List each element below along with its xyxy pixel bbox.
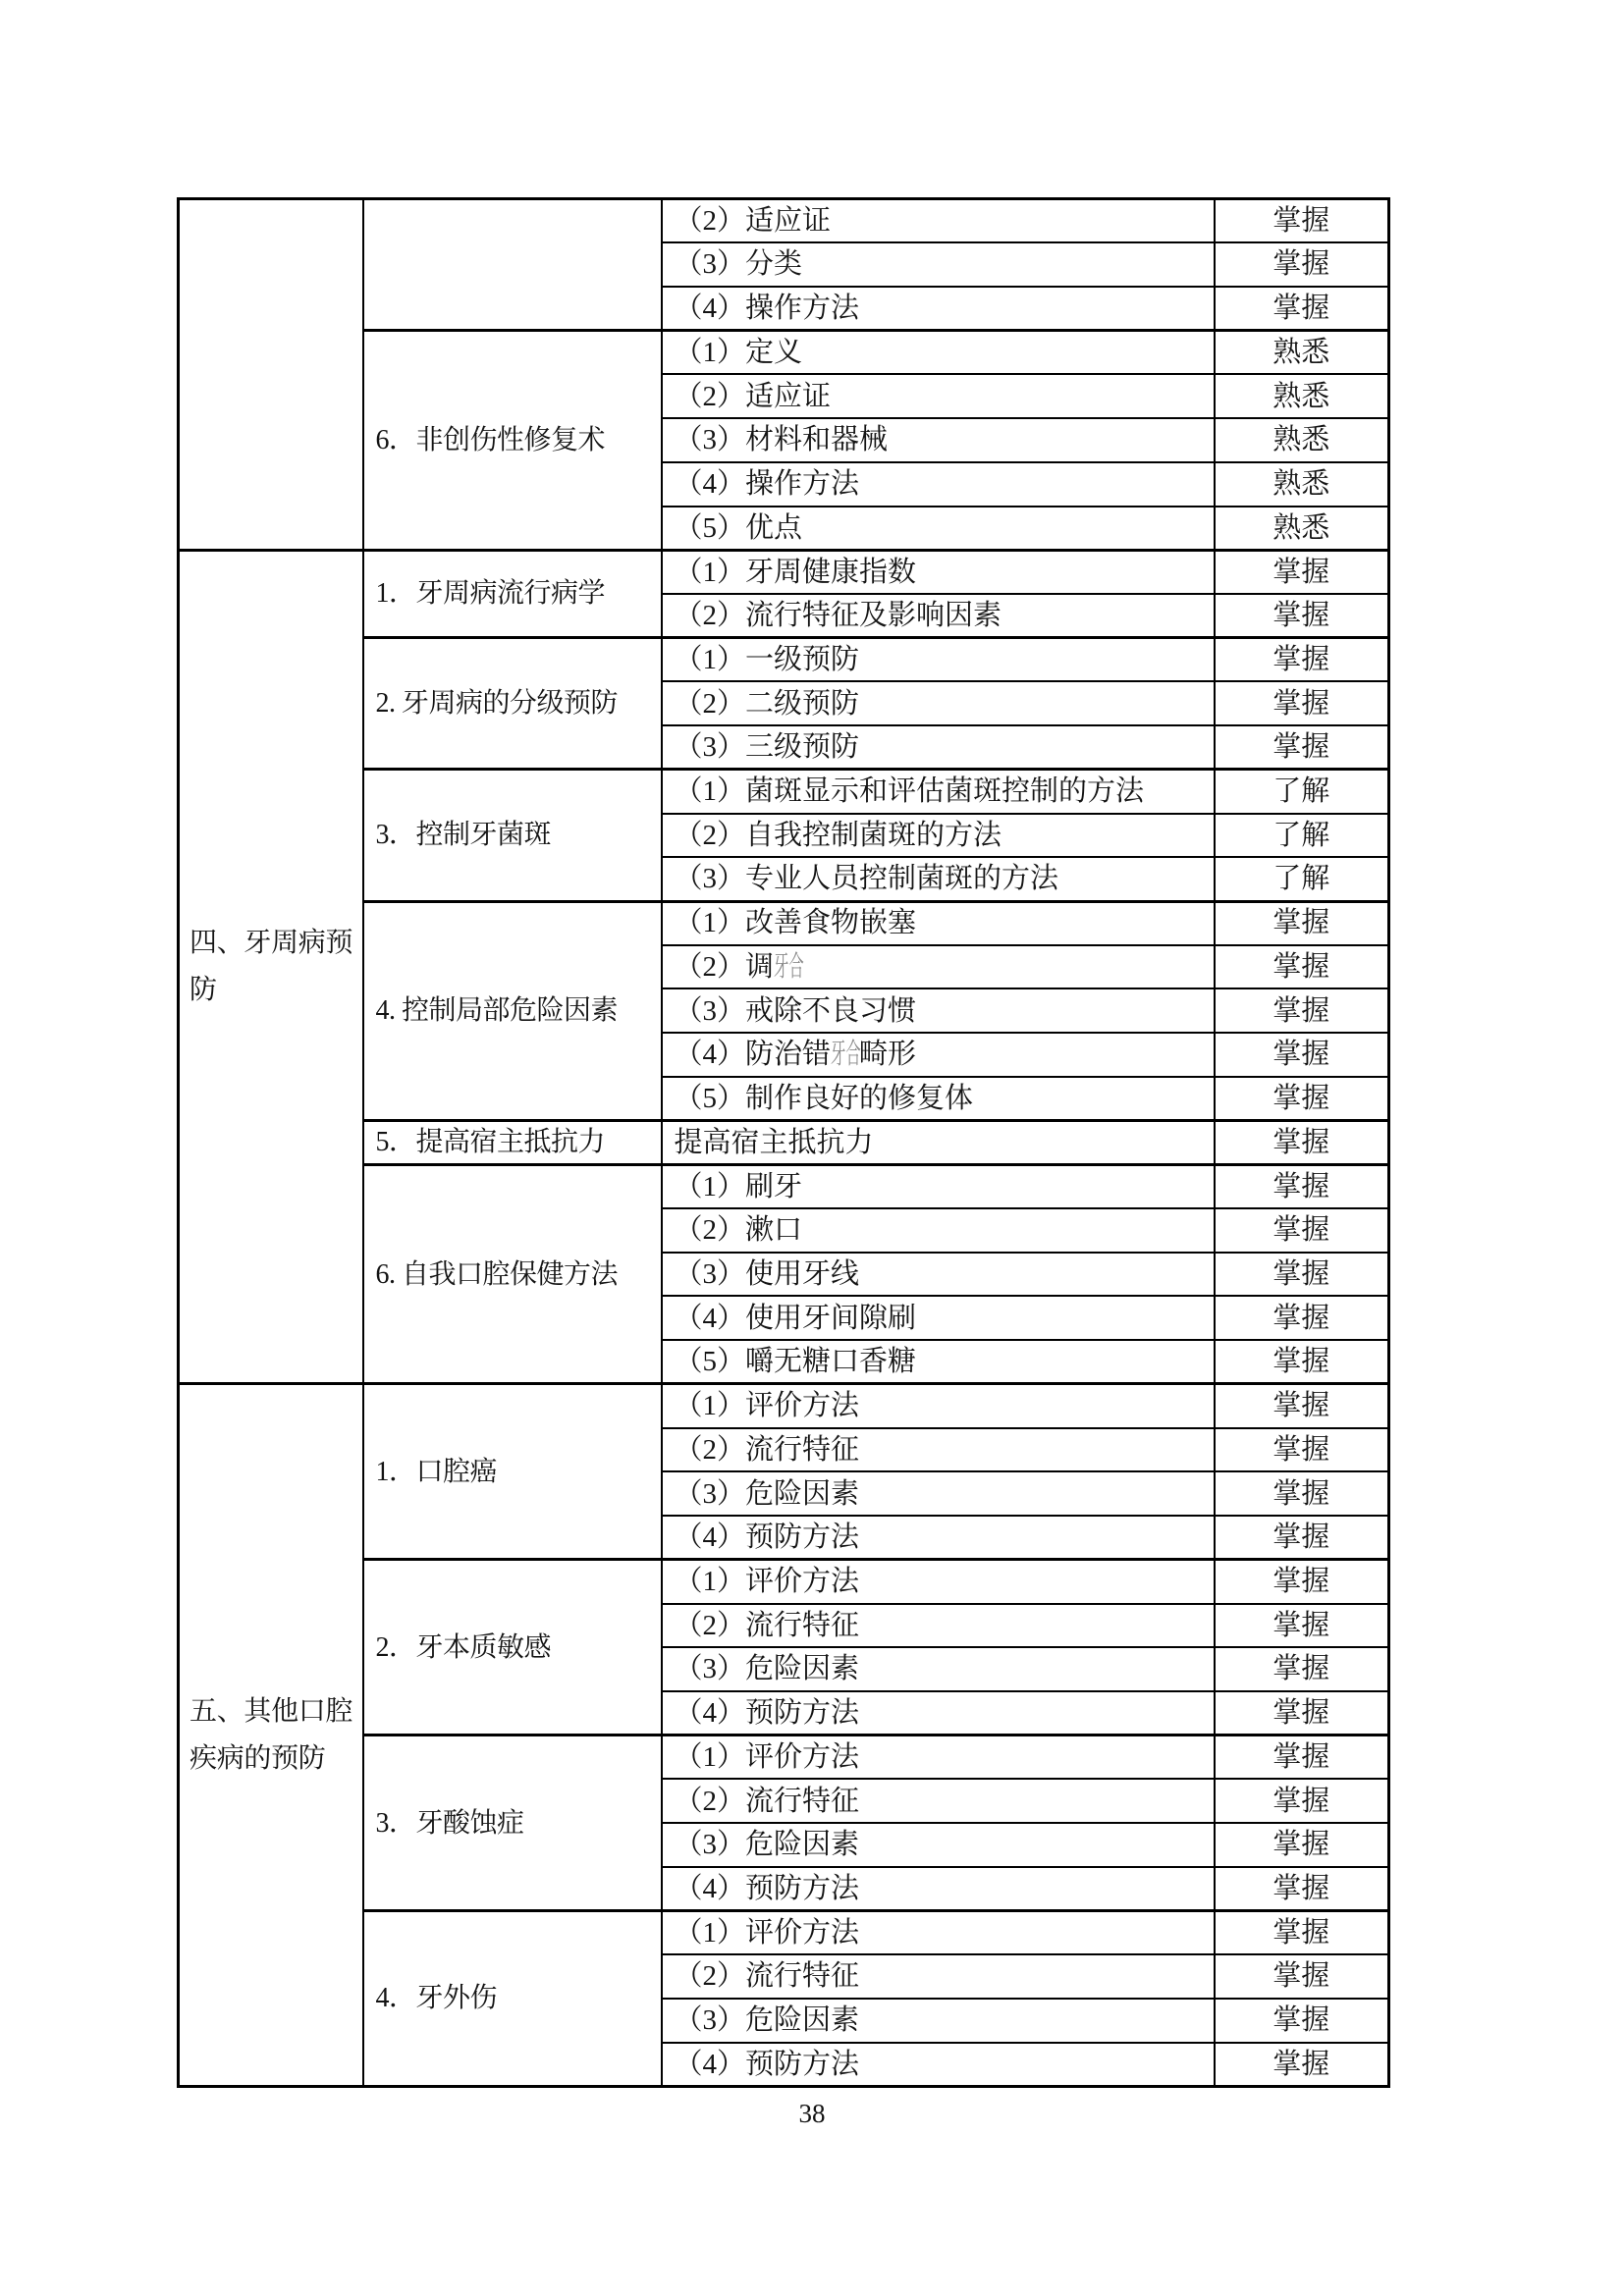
level-cell: 掌握 <box>1215 199 1389 243</box>
topic-cell: （2）漱口 <box>662 1208 1215 1253</box>
level-cell: 熟悉 <box>1215 418 1389 462</box>
topic-cell: （5）优点 <box>662 507 1215 551</box>
item-cell <box>363 199 662 331</box>
topic-cell: （3）专业人员控制菌斑的方法 <box>662 857 1215 901</box>
level-cell: 掌握 <box>1215 681 1389 725</box>
topic-cell: （4）操作方法 <box>662 462 1215 507</box>
table-row <box>179 199 1389 243</box>
topic-cell: （2）二级预防 <box>662 681 1215 725</box>
topic-cell: （3）材料和器械 <box>662 418 1215 462</box>
level-cell: 掌握 <box>1215 1735 1389 1780</box>
level-cell: 掌握 <box>1215 1691 1389 1735</box>
category-cell <box>179 199 363 551</box>
topic-cell: （3）危险因素 <box>662 1999 1215 2043</box>
topic-cell: （2）适应证 <box>662 199 1215 243</box>
topic-cell: （4）防治错牙合畸形 <box>662 1033 1215 1077</box>
topic-cell: （3）三级预防 <box>662 725 1215 770</box>
level-cell: 掌握 <box>1215 1164 1389 1208</box>
item-cell: 6．非创伤性修复术 <box>363 331 662 551</box>
level-cell: 掌握 <box>1215 725 1389 770</box>
topic-cell: （2）调牙合 <box>662 945 1215 989</box>
topic-cell: （1）一级预防 <box>662 638 1215 682</box>
topic-cell: （4）预防方法 <box>662 1691 1215 1735</box>
topic-cell: 提高宿主抵抗力 <box>662 1121 1215 1165</box>
level-cell: 掌握 <box>1215 1911 1389 1955</box>
item-cell: 3．控制牙菌斑 <box>363 770 662 901</box>
item-cell: 1．口腔癌 <box>363 1384 662 1560</box>
item-cell: 1．牙周病流行病学 <box>363 550 662 637</box>
topic-cell: （4）预防方法 <box>662 1516 1215 1560</box>
level-cell: 掌握 <box>1215 1867 1389 1911</box>
level-cell: 掌握 <box>1215 2043 1389 2087</box>
topic-cell: （2）流行特征 <box>662 1604 1215 1648</box>
item-cell: 2. 牙周病的分级预防 <box>363 638 662 770</box>
level-cell: 掌握 <box>1215 1384 1389 1428</box>
level-cell: 掌握 <box>1215 1077 1389 1121</box>
category-cell: 五、其他口腔疾病的预防 <box>179 1384 363 2087</box>
level-cell: 熟悉 <box>1215 331 1389 375</box>
level-cell: 掌握 <box>1215 1823 1389 1867</box>
topic-cell: （1）评价方法 <box>662 1560 1215 1604</box>
item-cell: 5．提高宿主抵抗力 <box>363 1121 662 1165</box>
topic-cell: （2）流行特征及影响因素 <box>662 594 1215 638</box>
level-cell: 掌握 <box>1215 1999 1389 2043</box>
level-cell: 掌握 <box>1215 287 1389 331</box>
topic-cell: （3）危险因素 <box>662 1471 1215 1516</box>
category-cell: 四、牙周病预防 <box>179 550 363 1384</box>
topic-cell: （1）刷牙 <box>662 1164 1215 1208</box>
topic-cell: （3）戒除不良习惯 <box>662 988 1215 1033</box>
topic-cell: （2）流行特征 <box>662 1779 1215 1823</box>
level-cell: 了解 <box>1215 857 1389 901</box>
level-cell: 掌握 <box>1215 638 1389 682</box>
level-cell: 掌握 <box>1215 1560 1389 1604</box>
level-cell: 掌握 <box>1215 1340 1389 1384</box>
topic-cell: （4）预防方法 <box>662 2043 1215 2087</box>
topic-cell: （2）适应证 <box>662 374 1215 418</box>
table-row <box>179 1384 1389 1428</box>
topic-cell: （1）改善食物嵌塞 <box>662 901 1215 945</box>
topic-cell: （5）嚼无糖口香糖 <box>662 1340 1215 1384</box>
level-cell: 掌握 <box>1215 1296 1389 1340</box>
level-cell: 掌握 <box>1215 1208 1389 1253</box>
syllabus-table-container <box>177 197 1390 2088</box>
level-cell: 掌握 <box>1215 1253 1389 1297</box>
topic-cell: （1）定义 <box>662 331 1215 375</box>
level-cell: 了解 <box>1215 770 1389 814</box>
level-cell: 熟悉 <box>1215 374 1389 418</box>
level-cell: 掌握 <box>1215 1647 1389 1691</box>
level-cell: 掌握 <box>1215 1121 1389 1165</box>
topic-cell: （1）牙周健康指数 <box>662 550 1215 594</box>
topic-cell: （2）流行特征 <box>662 1954 1215 1999</box>
level-cell: 掌握 <box>1215 1471 1389 1516</box>
topic-cell: （3）危险因素 <box>662 1647 1215 1691</box>
item-cell: 4. 控制局部危险因素 <box>363 901 662 1121</box>
level-cell: 掌握 <box>1215 1604 1389 1648</box>
item-cell: 4．牙外伤 <box>363 1911 662 2087</box>
topic-cell: （4）使用牙间隙刷 <box>662 1296 1215 1340</box>
level-cell: 了解 <box>1215 814 1389 858</box>
syllabus-table <box>177 197 1390 2088</box>
level-cell: 熟悉 <box>1215 507 1389 551</box>
level-cell: 掌握 <box>1215 945 1389 989</box>
item-cell: 6. 自我口腔保健方法 <box>363 1164 662 1384</box>
he-occlusion-character: 牙合 <box>831 1039 861 1071</box>
level-cell: 掌握 <box>1215 1779 1389 1823</box>
topic-cell: （2）自我控制菌斑的方法 <box>662 814 1215 858</box>
he-occlusion-character: 牙合 <box>774 950 804 983</box>
level-cell: 掌握 <box>1215 242 1389 287</box>
item-cell: 2．牙本质敏感 <box>363 1560 662 1735</box>
topic-cell: （3）危险因素 <box>662 1823 1215 1867</box>
topic-cell: （3）使用牙线 <box>662 1253 1215 1297</box>
topic-cell: （1）评价方法 <box>662 1384 1215 1428</box>
topic-cell: （1）评价方法 <box>662 1735 1215 1780</box>
page-number: 38 <box>798 2099 826 2128</box>
topic-cell: （4）预防方法 <box>662 1867 1215 1911</box>
topic-cell: （4）操作方法 <box>662 287 1215 331</box>
topic-cell: （5）制作良好的修复体 <box>662 1077 1215 1121</box>
level-cell: 掌握 <box>1215 901 1389 945</box>
level-cell: 掌握 <box>1215 1516 1389 1560</box>
level-cell: 熟悉 <box>1215 462 1389 507</box>
level-cell: 掌握 <box>1215 1428 1389 1472</box>
level-cell: 掌握 <box>1215 1954 1389 1999</box>
level-cell: 掌握 <box>1215 988 1389 1033</box>
level-cell: 掌握 <box>1215 550 1389 594</box>
item-cell: 3．牙酸蚀症 <box>363 1735 662 1911</box>
level-cell: 掌握 <box>1215 594 1389 638</box>
topic-cell: （1）评价方法 <box>662 1911 1215 1955</box>
topic-cell: （1）菌斑显示和评估菌斑控制的方法 <box>662 770 1215 814</box>
level-cell: 掌握 <box>1215 1033 1389 1077</box>
topic-cell: （3）分类 <box>662 242 1215 287</box>
table-row <box>179 550 1389 594</box>
topic-cell: （2）流行特征 <box>662 1428 1215 1472</box>
